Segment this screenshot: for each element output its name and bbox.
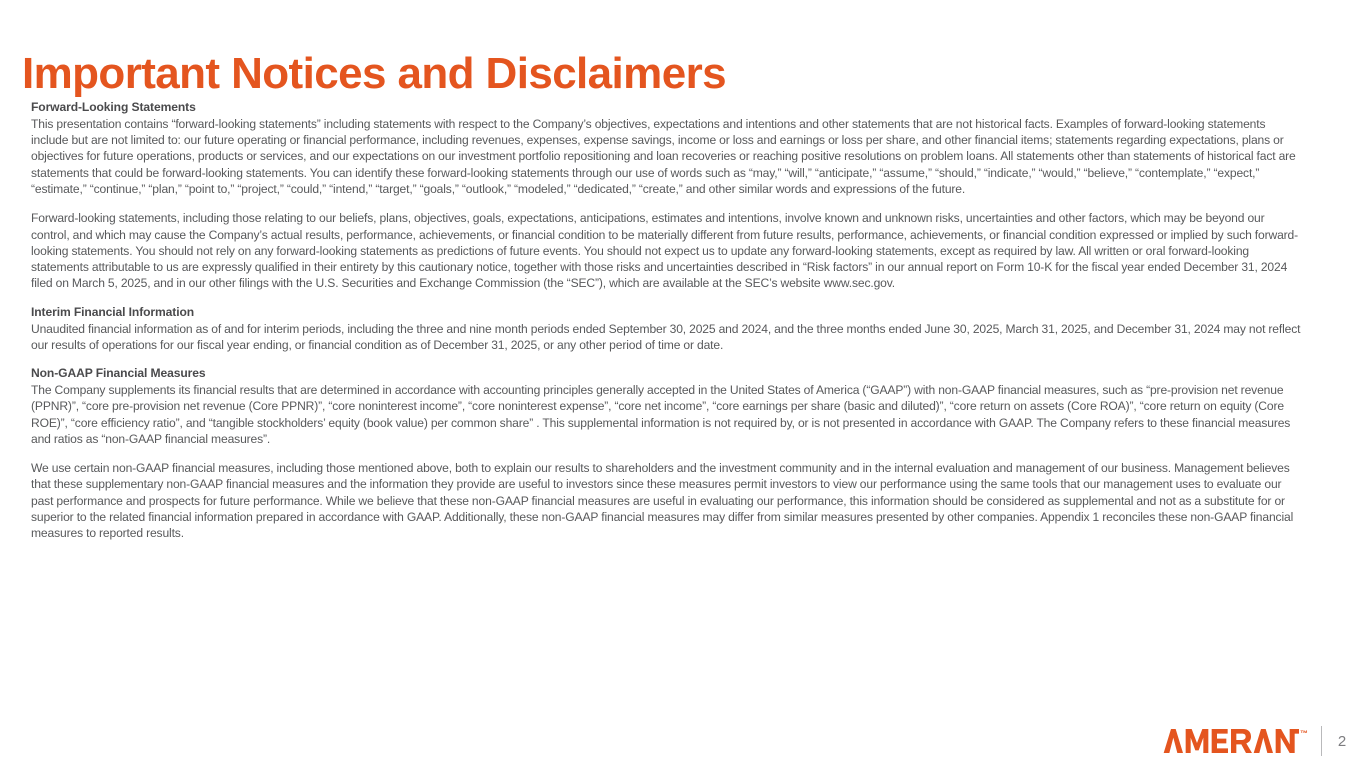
section-paragraph: This presentation contains “forward-looking statements” including statements with respect to the Company’s objectives, expectations and intentions and other statements that are not historical facts. Examples of forward-looking statements include but are not limited to: our future operating or financial performance, including revenues, expenses, expense savings, income or loss and earnings or loss per share, and other financial items; statements regarding expectations, plans or objectives for future operations, products or services, and our expectations on our investment portfolio repositioning and loan recoveries or reaching positive resolutions on problem loans. All statements other than statements of historical fact are statements that could be forward-looking statements. You can identify these forward-looking statements through our use of words such as “may,” “will,” “anticipate,” “assume,” “should,” “indicate,” “would,” “believe,” “contemplate,” “expect,” “estimate,” “continue,” “plan,” “point to,” “project,” “could,” “intend,” “target,” “goals,” “outlook,” “modeled,” “dedicated,” “create,” and other similar words and expressions of the future.	[31, 116, 1296, 197]
amerant-logo	[1159, 728, 1308, 754]
footer-divider	[1321, 726, 1322, 756]
trademark-symbol: ™	[1300, 729, 1308, 738]
page-number: 2	[1337, 732, 1347, 750]
section-paragraph: We use certain non-GAAP financial measures, including those mentioned above, both to explain our results to shareholders and the investment community and in the internal evaluation and management of our business. Management believes that these supplementary non-GAAP financial measures and the information they provide are useful to investors since these measures permit investors to view our performance using the same tools that our management uses to evaluate our past performance and prospects for future performance. While we believe that these non-GAAP financial measures are useful in evaluating our performance, this information should be considered as supplemental and not as a substitute for or superior to the related financial information prepared in accordance with GAAP. Additionally, these non-GAAP financial measures may differ from similar measures presented by other companies. Appendix 1 reconciles these non-GAAP financial measures to reported results.	[31, 461, 1294, 541]
disclaimer-body	[31, 100, 1305, 541]
section-heading: Forward-Looking Statements	[31, 100, 196, 114]
section-forward-looking-statements	[31, 100, 1305, 292]
section-non-gaap-financial-measures	[31, 366, 1305, 541]
section-heading: Interim Financial Information	[31, 304, 195, 319]
slide-footer	[1159, 726, 1349, 756]
section-paragraph: The Company supplements its financial results that are determined in accordance with accounting principles generally accepted in the United States of America (“GAAP”) with non-GAAP financial measures, such as “pre-provision net revenue (PPNR)”, “core pre-provision net revenue (Core PPNR)”, “core noninterest income”, “core noninterest expense”, “core net income”, “core earnings per share (basic and diluted)”, “core return on assets (Core ROA)”, “core return on equity (Core ROE)”, “core efficiency ratio”, and “tangible stockholders’ equity (book value) per common share” . This supplemental information is not required by, or is not presented in accordance with GAAP. The Company refers to these financial measures and ratios as “non-GAAP financial measures”.	[31, 383, 1291, 446]
section-paragraph: Unaudited financial information as of and for interim periods, including the three and nine month periods ended September 30, 2025 and 2024, and the three months ended June 30, 2025, March 31, 2025, and December 31, 2024 may not reflect our results of operations for our fiscal year ending, or financial condition as of December 31, 2025, or any other period of time or date.	[31, 321, 1301, 352]
section-heading: Non-GAAP Financial Measures	[31, 366, 206, 381]
section-paragraph: Forward-looking statements, including those relating to our beliefs, plans, objectives, goals, expectations, anticipations, estimates and intentions, involve known and unknown risks, uncertainties and other factors, which may be beyond our control, and which may cause the Company’s actual results, performance, achievements, or financial condition to be materially different from future results, performance, achievements, or financial condition expressed or implied by such forward-looking statements. You should not rely on any forward-looking statements as predictions of future events. You should not expect us to update any forward-looking statements, except as required by law. All written or oral forward-looking statements attributable to us are expressly qualified in their entirety by this cautionary notice, together with those risks and uncertainties described in “Risk factors” in our annual report on Form 10-K for the fiscal year ended December 31, 2024 filed on March 5, 2025, and in our other filings with the U.S. Securities and Exchange Commission (the “SEC”), which are available at the SEC’s website www.sec.gov.	[31, 211, 1299, 291]
page-title: Important Notices and Disclaimers	[22, 49, 726, 99]
amerant-wordmark-icon	[1159, 728, 1299, 754]
section-interim-financial-information	[31, 305, 1305, 353]
